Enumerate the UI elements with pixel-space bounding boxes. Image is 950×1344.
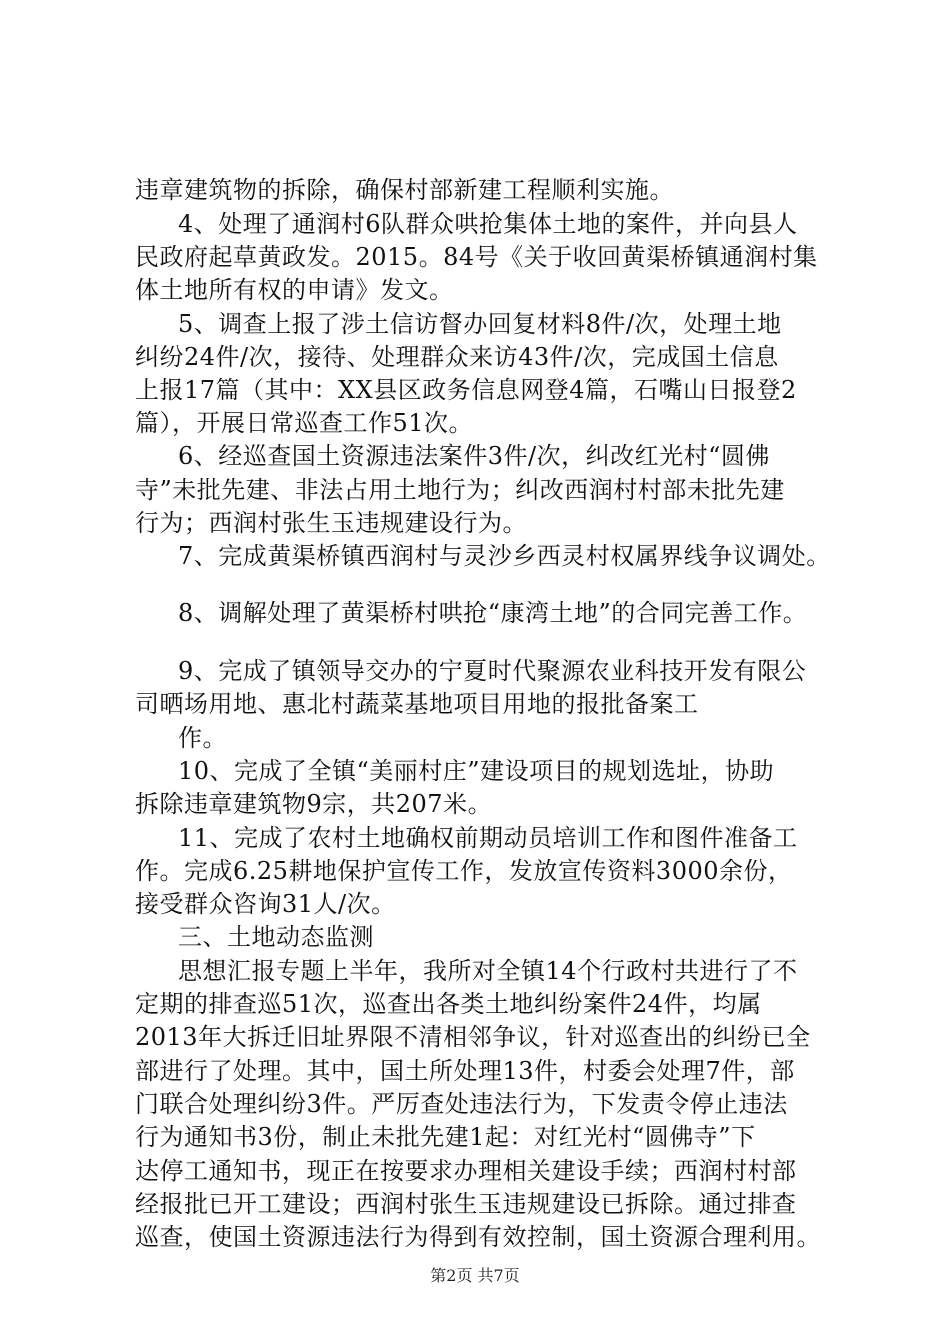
- text-line: 纠纷24件/次，接待、处理群众来访43件/次，完成国土信息: [135, 343, 779, 371]
- text-line: 行为；西润村张生玉违规建设行为。: [135, 509, 527, 537]
- text-line: 达停工通知书，现正在按要求办理相关建设手续；西润村村部: [135, 1157, 797, 1185]
- text-line: 思想汇报专题上半年，我所对全镇14个行政村共进行了不: [178, 957, 798, 985]
- text-line: 定期的排查巡51次，巡查出各类土地纠纷案件24件，均属: [135, 990, 762, 1018]
- section-heading: 三、土地动态监测: [178, 923, 374, 951]
- text-line: 作。完成6.25耕地保护宣传工作，发放宣传资料3000余份，: [135, 857, 793, 885]
- text-line: 门联合处理纠纷3件。严厉查处违法行为，下发责令停止违法: [135, 1090, 788, 1118]
- text-line: 篇），开展日常巡查工作51次。: [135, 409, 474, 437]
- text-line: 民政府起草黄政发。2015。84号《关于收回黄渠桥镇通润村集: [135, 243, 818, 271]
- text-line: 司晒场用地、惠北村蔬菜基地项目用地的报批备案工: [135, 690, 699, 718]
- text-line: 作。: [178, 724, 227, 752]
- text-line: 寺”未批先建、非法占用土地行为；纠改西润村村部未批先建: [135, 476, 785, 504]
- text-line: 11、完成了农村土地确权前期动员培训工作和图件准备工: [178, 824, 798, 852]
- text-line: 部进行了处理。其中，国土所处理13件，村委会处理7件，部: [135, 1057, 795, 1085]
- text-line: 2013年大拆迁旧址界限不清相邻争议，针对巡查出的纠纷已全: [135, 1023, 811, 1051]
- text-line: 10、完成了全镇“美丽村庄”建设项目的规划选址，协助: [178, 757, 775, 785]
- text-line: 7、完成黄渠桥镇西润村与灵沙乡西灵村权属界线争议调处。: [178, 542, 831, 570]
- text-line: 违章建筑物的拆除，确保村部新建工程顺利实施。: [135, 176, 674, 204]
- text-line: 拆除违章建筑物9宗，共207米。: [135, 790, 493, 818]
- text-line: 上报17篇（其中：XX县区政务信息网登4篇，石嘴山日报登2: [135, 376, 797, 404]
- text-line: 经报批已开工建设；西润村张生玉违规建设已拆除。通过排查: [135, 1190, 797, 1218]
- text-line: 6、经巡查国土资源违法案件3件/次，纠改红光村“圆佛: [178, 442, 770, 470]
- text-line: 9、完成了镇领导交办的宁夏时代聚源农业科技开发有限公: [178, 657, 807, 685]
- page-number-footer: 第2页 共7页: [430, 1266, 520, 1285]
- text-line: 体土地所有权的申请》发文。: [135, 276, 454, 304]
- text-line: 巡查，使国土资源违法行为得到有效控制，国土资源合理利用。: [135, 1223, 821, 1251]
- text-line: 行为通知书3份，制止未批先建1起：对红光村“圆佛寺”下: [135, 1123, 756, 1151]
- text-line: 8、调解处理了黄渠桥村哄抢“康湾土地”的合同完善工作。: [178, 599, 808, 627]
- text-line: 5、调查上报了涉土信访督办回复材料8件/次，处理土地: [178, 310, 782, 338]
- text-line: 4、处理了通润村6队群众哄抢集体土地的案件，并向县人: [178, 210, 798, 238]
- text-line: 接受群众咨询31人/次。: [135, 890, 396, 918]
